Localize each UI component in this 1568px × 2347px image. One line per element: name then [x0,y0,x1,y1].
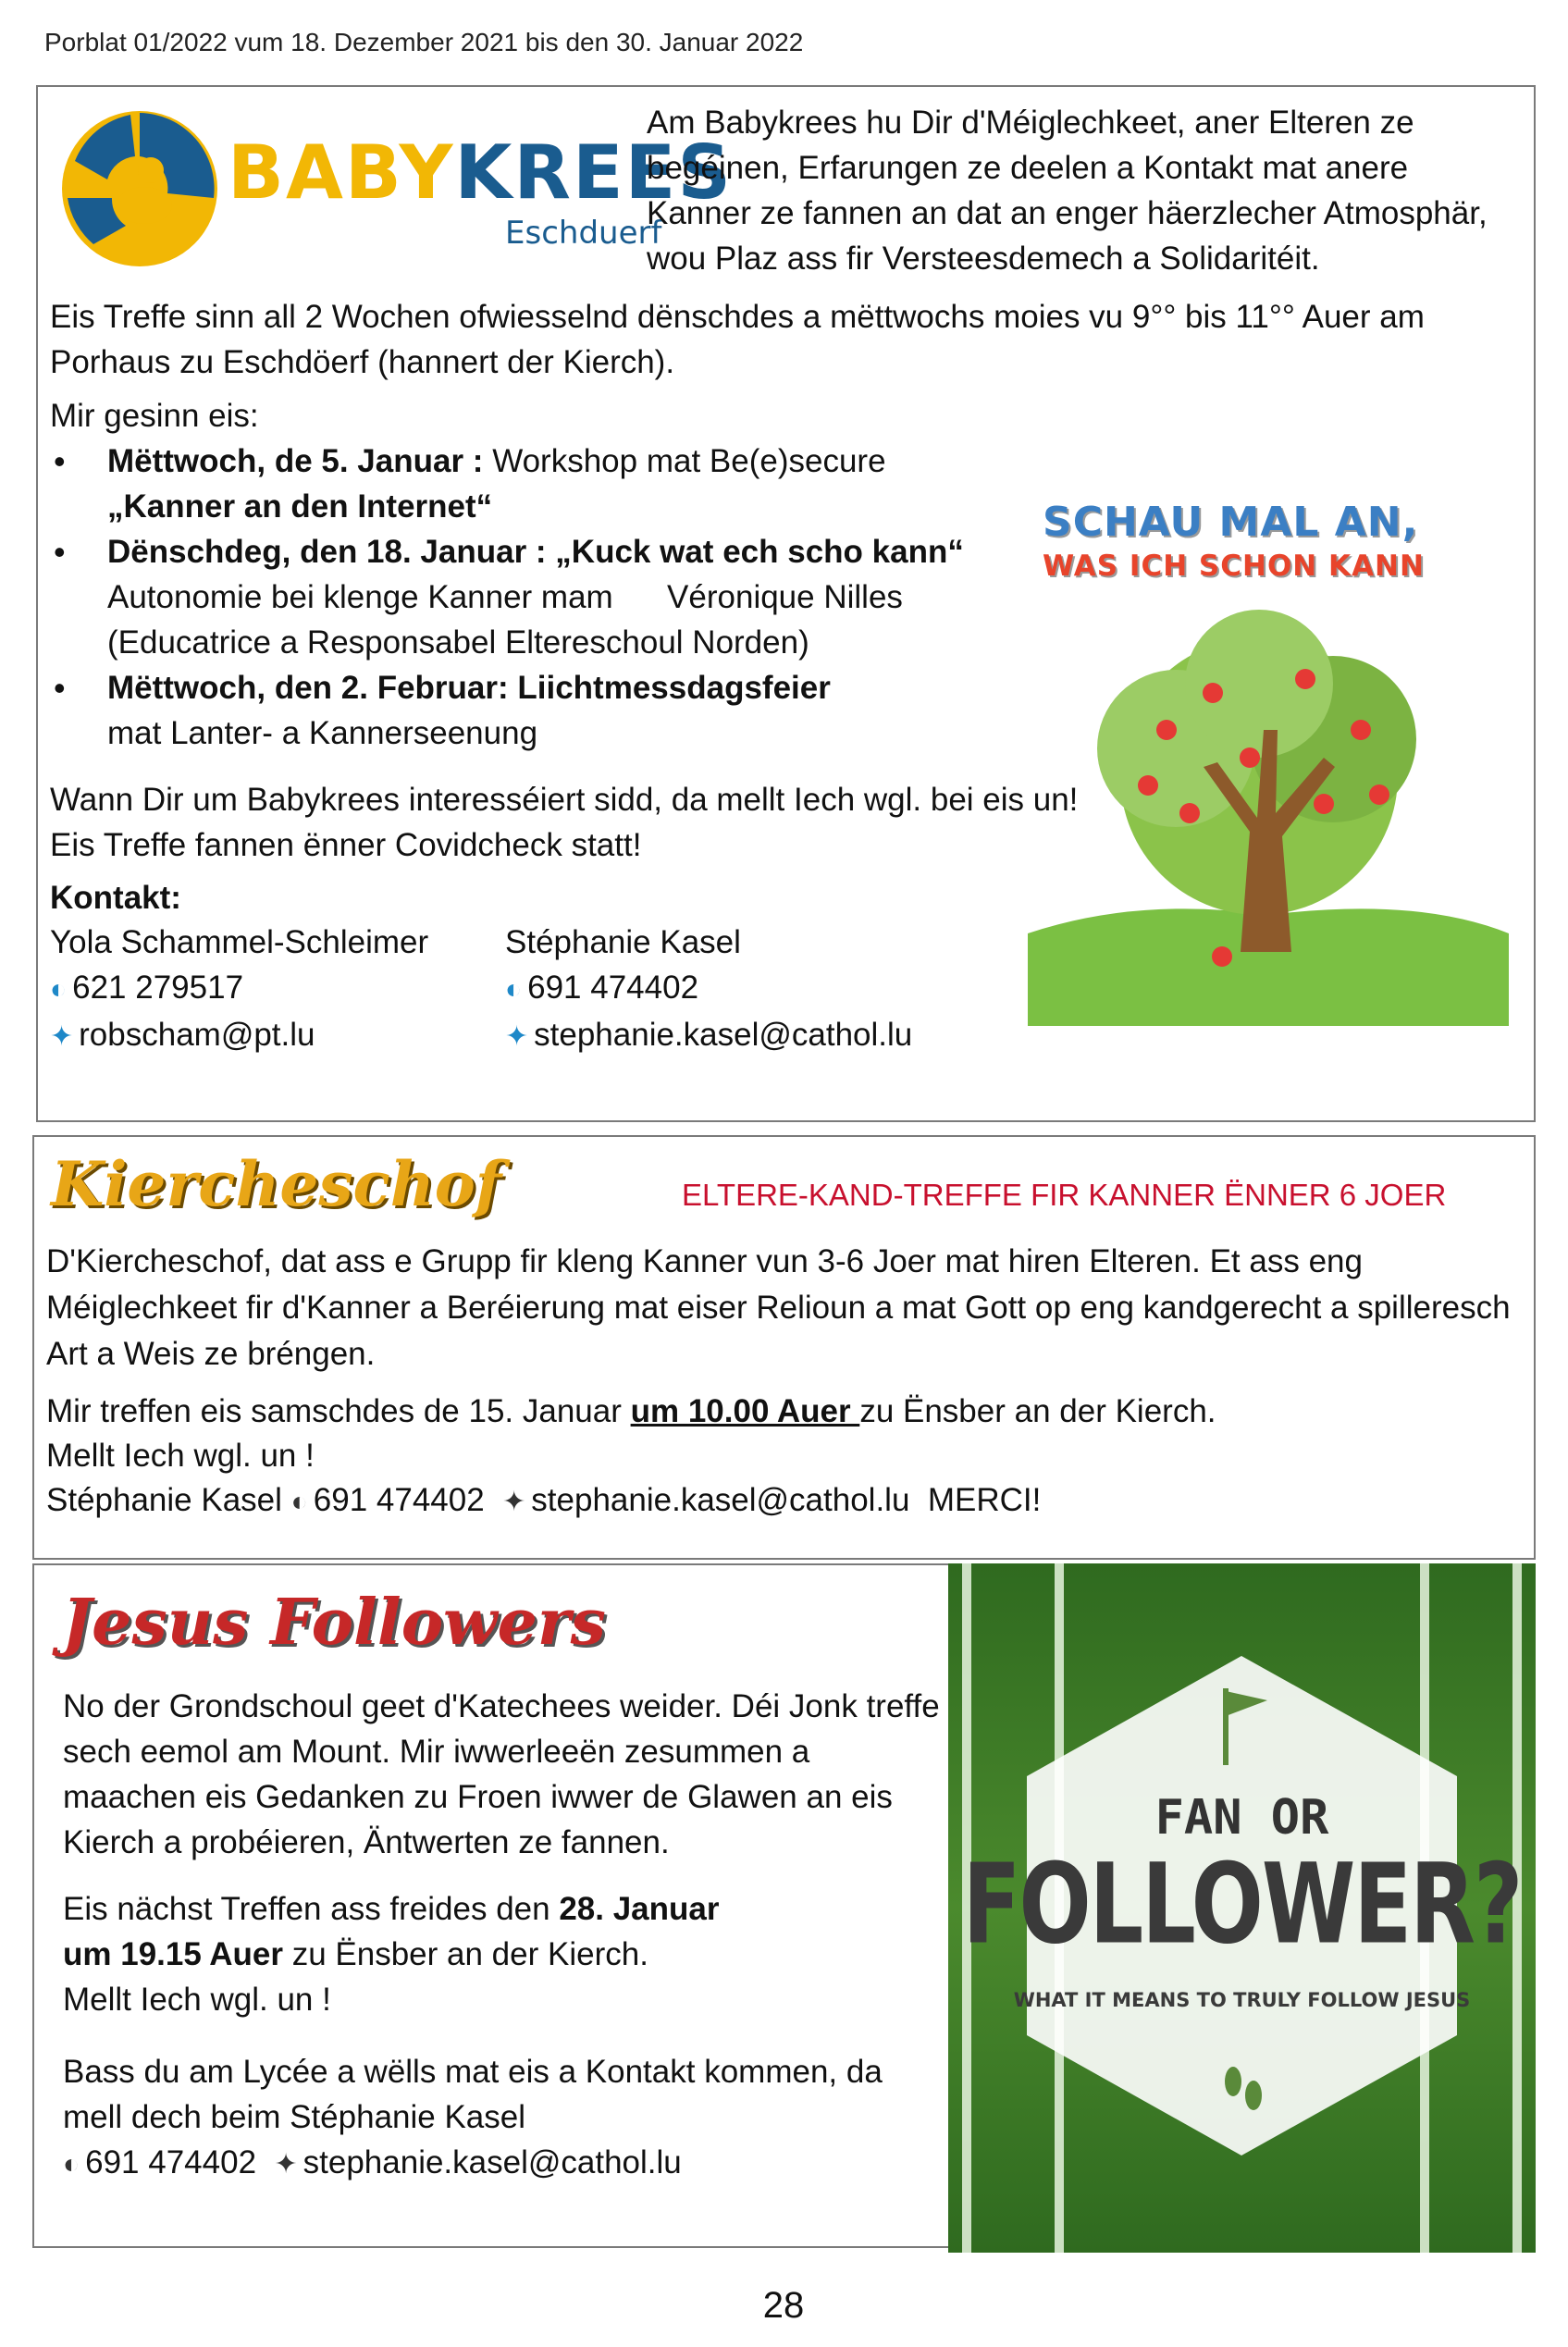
interest-text: Wann Dir um Babykrees interesséiert sidd, da mellt Iech wgl. bei eis un! [50,782,1079,818]
phone-icon: ◐ [290,1487,308,1517]
phone-icon: ◐ [50,974,68,1005]
image-caption-1: SCHAU MAL AN, [1043,499,1419,546]
list-item [50,529,1068,665]
p2-c: zu Ënsber an der Kierch. [859,1393,1216,1429]
kiercheschof-p2 [46,1389,1526,1434]
item-line2: „Kanner an den Internet“ [107,488,493,525]
phone-icon: ◐ [505,974,523,1005]
contact-email[interactable]: stephanie.kasel@cathol.lu [531,1482,910,1518]
mouse-click-icon: ✦ [502,1487,526,1517]
kiercheschof-contact [46,1477,1526,1525]
item-title: Dënschdeg, den 18. Januar : „Kuck wat ech scho kann“ [107,534,964,570]
babykrees-place: Eschduerf [505,215,662,252]
covid-text: Eis Treffe fannen ënner Covidcheck statt! [50,827,642,863]
logo-krees: KREES [454,130,733,216]
p2-b: 28. Januar [559,1891,720,1927]
image-caption-2: WAS ICH SCHON KANN [1043,550,1425,583]
thanks-text: MERCI! [927,1482,1042,1518]
item-line2: mat Lanter- a Kannerseenung [107,715,538,751]
babykrees-intro: Am Babykrees hu Dir d'Méiglechkeet, aner Elteren ze begéinen, Erfarungen ze deelen a Kontakt mat anere Kanner ze fannen an dat an enger häerzlecher Atmosphär, wou Plaz ass fir Versteesdemech a Solidaritéit. [647,105,1488,277]
babykrees-meetings: Eis Treffe sinn all 2 Wochen ofwiesselnd dënschdes a mëttwochs moies vu 9°° bis 11°° Auer am Porhaus zu Eschdöerf (hannert der Kierch). [50,299,1425,380]
fan-or-follower-image [948,1563,1536,2253]
jesus-p2 [63,1886,942,1977]
apple-tree-image [1028,480,1509,1026]
item-rest: Workshop mat Be(e)secure [483,443,886,479]
contact-phone: ◐ 691 474402 [505,965,986,1012]
phone-icon: ◐ [63,2149,80,2180]
contact-email[interactable]: ✦ stephanie.kasel@cathol.lu [505,1012,986,1059]
contact-phone: ◐ 621 279517 [50,965,494,1012]
logo-baby: BABY [228,130,455,216]
jesus-p1: No der Grondschoul geet d'Katechees weider. Déi Jonk treffe sech eemol am Mount. Mir iwwerleeën zesummen a maachen eis Gedanken zu Froen iwwer de Glawen an eis Kierch a probéieren, Äntwerten ze fannen. [63,1688,940,1860]
list-item [50,665,1068,756]
contact-label: Kontakt: [50,880,181,916]
kiercheschof-p1: D'Kiercheschof, dat ass e Grupp fir kleng Kanner vun 3-6 Joer mat hiren Elteren. Et ass eng Méiglechkeet fir d'Kanner a Beréierung mat eiser Relioun a mat Gott op eng kandgerecht a spilleresch Art a Weis ze bréngen. [46,1243,1511,1372]
kiercheschof-subtitle: ELTERE-KAND-TREFFE FIR KANNER ËNNER 6 JOER [682,1178,1447,1212]
image-follower: FOLLOWER? [962,1839,1522,1970]
babykrees-logo [56,105,733,272]
plan-label: Mir gesinn eis: [50,398,259,434]
kiercheschof-section [32,1135,1536,1560]
jesus-p3: Mellt Iech wgl. un ! [63,1982,331,2018]
contact-2 [505,920,986,1059]
contact-name: Stéphanie Kasel [505,924,741,960]
p2-a: Mir treffen eis samschdes de 15. Januar [46,1393,631,1429]
contact-phone: 691 474402 [313,1482,485,1518]
image-tagline: WHAT IT MEANS TO TRULY FOLLOW JESUS [1013,1989,1471,2011]
item-line2: Autonomie bei klenge Kanner mam Véronique Nilles [107,579,903,615]
contact-phone: 691 474402 [85,2144,257,2180]
mouse-click-icon: ✦ [50,1021,74,1052]
contact-email[interactable]: ✦ robscham@pt.lu [50,1012,494,1059]
running-header: Porblat 01/2022 vum 18. Dezember 2021 bis den 30. Januar 2022 [44,28,804,56]
item-line3: (Educatrice a Responsabel Eltereschoul Norden) [107,624,809,661]
flag-icon [1216,1684,1272,1767]
kiercheschof-title: Kiercheschof [51,1148,502,1220]
item-title: Mëttwoch, de 5. Januar : [107,443,484,479]
p2-a: Eis nächst Treffen ass freides den [63,1891,560,1927]
apple-tree-icon [1028,591,1509,1026]
mouse-click-icon: ✦ [274,2149,298,2180]
kiercheschof-p3: Mellt Iech wgl. un ! [46,1438,315,1474]
page-number: 28 [762,2285,805,2326]
p2-d: zu Ënsber an der Kierch. [282,1936,648,1972]
schedule-list [50,439,1068,756]
item-title: Mëttwoch, den 2. Februar: Liichtmessdagsfeier [107,670,831,706]
image-fan-or: FAN OR [1154,1790,1329,1846]
babykrees-section [36,85,1536,1122]
jesus-followers-section [32,1563,957,2248]
footprints-icon [1216,2058,1272,2123]
baby-logo-icon [56,105,223,272]
mouse-click-icon: ✦ [505,1021,529,1052]
list-item [50,439,1068,529]
p2-c: um 19.15 Auer [63,1936,283,1972]
jesus-p4: Bass du am Lycée a wëlls mat eis a Kontakt kommen, da mell dech beim Stéphanie Kasel [63,2054,883,2135]
contact-1 [50,920,494,1059]
p2-b: um 10.00 Auer [630,1393,860,1429]
contact-name: Yola Schammel-Schleimer [50,924,429,960]
jesus-title: Jesus Followers [62,1586,606,1660]
contact-name: Stéphanie Kasel [46,1482,282,1518]
contact-email[interactable]: stephanie.kasel@cathol.lu [302,2144,682,2180]
jesus-contact [63,2140,942,2187]
